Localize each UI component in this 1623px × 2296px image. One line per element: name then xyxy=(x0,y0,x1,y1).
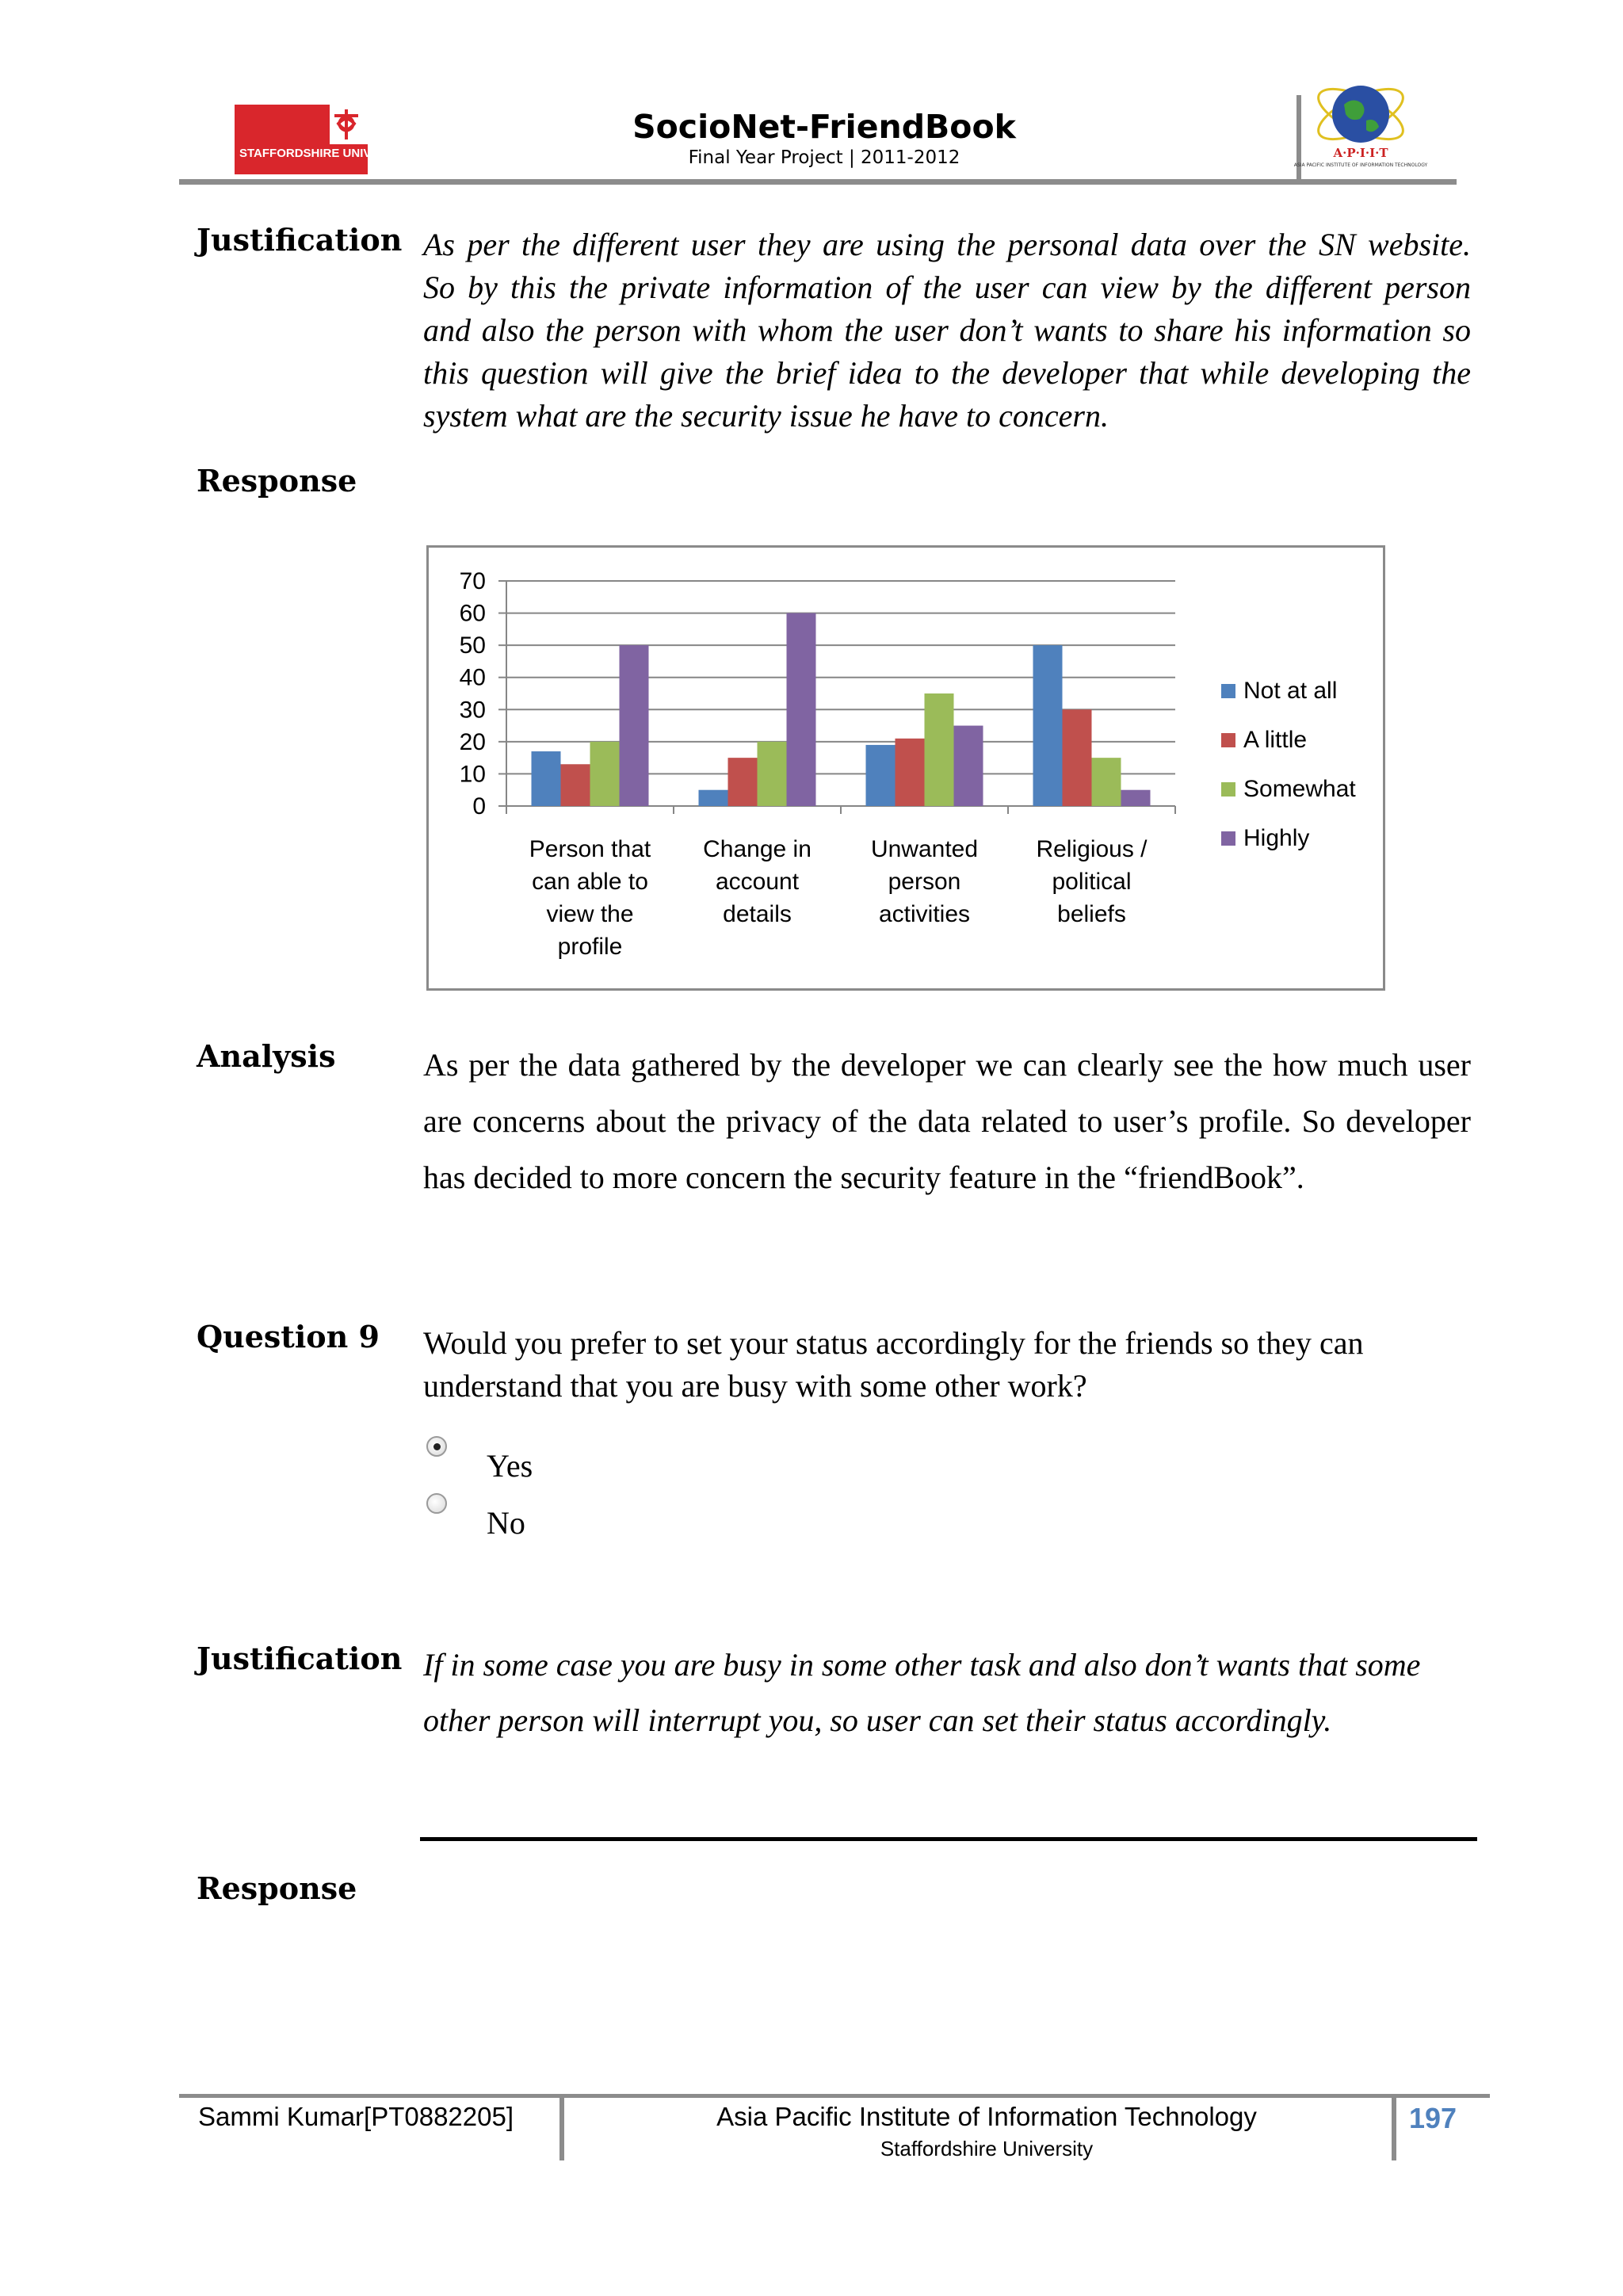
x-tick-label: Religious / xyxy=(1036,836,1148,862)
justification-line: system what are the security issue he have to concern. xyxy=(423,398,1109,434)
analysis-text xyxy=(423,1037,1471,1205)
legend-swatch xyxy=(1221,831,1235,846)
option-yes-label: Yes xyxy=(487,1448,533,1484)
footer-university: Staffordshire University xyxy=(880,2137,1094,2160)
x-tick-label: profile xyxy=(557,934,623,960)
page-number: 197 xyxy=(1409,2102,1457,2134)
justification-line: So by this the private information of the user can view by the different person xyxy=(423,269,1471,305)
bar xyxy=(787,613,816,806)
option-no-label: No xyxy=(487,1505,525,1541)
x-tick-label: details xyxy=(723,901,792,927)
y-tick-label: 50 xyxy=(459,632,486,659)
question-line: understand that you are busy with some other work? xyxy=(423,1368,1087,1404)
bar xyxy=(728,758,758,806)
analysis-label: Analysis xyxy=(197,1038,336,1074)
header-rule xyxy=(179,179,1457,185)
justification-line: this question will give the brief idea to the developer that while developing the xyxy=(423,355,1471,391)
svg-text:STAFFORDSHIRE UNIVERSITY: STAFFORDSHIRE UNIVERSITY xyxy=(239,147,414,160)
header-divider xyxy=(1296,95,1301,184)
legend-swatch xyxy=(1221,782,1235,797)
justification-text-2 xyxy=(423,1637,1471,1748)
legend-label: Somewhat xyxy=(1243,776,1356,802)
footer-author: Sammi Kumar[PT0882205] xyxy=(198,2102,514,2131)
legend-label: A little xyxy=(1243,727,1308,753)
bar xyxy=(532,751,561,806)
bar xyxy=(620,645,649,806)
bar xyxy=(896,739,925,806)
bar xyxy=(561,764,590,806)
x-tick-label: view the xyxy=(546,901,634,927)
x-tick-label: Change in xyxy=(703,836,812,862)
analysis-line: has decided to more concern the security feature in the “friendBook”. xyxy=(423,1159,1304,1195)
chart-frame xyxy=(426,545,1385,991)
svg-text:A·P·I·I·T: A·P·I·I·T xyxy=(1333,146,1388,160)
justification-line: If in some case you are busy in some other task and also don’t wants that some xyxy=(423,1647,1421,1683)
response-label: Response xyxy=(197,463,357,499)
justification-label: Justification xyxy=(197,222,403,258)
document-subtitle: Final Year Project | 2011-2012 xyxy=(688,147,960,168)
y-tick-label: 70 xyxy=(459,568,486,594)
x-tick-label: can able to xyxy=(532,869,648,895)
y-tick-label: 0 xyxy=(472,793,486,819)
legend-swatch xyxy=(1221,684,1235,698)
staffordshire-logo xyxy=(235,105,414,174)
question-text xyxy=(423,1322,1471,1408)
bar xyxy=(1121,790,1151,806)
footer-rule xyxy=(179,2094,1490,2098)
y-tick-label: 10 xyxy=(459,761,486,788)
x-tick-label: Person that xyxy=(529,836,651,862)
legend-swatch xyxy=(1221,733,1235,747)
analysis-line: are concerns about the privacy of the data related to user’s profile. So developer xyxy=(423,1103,1471,1139)
justification-line: As per the different user they are using the personal data over the SN website. xyxy=(423,227,1471,262)
bar xyxy=(866,745,896,806)
footer-divider xyxy=(1392,2094,1396,2160)
document-title: SocioNet-FriendBook xyxy=(632,108,1016,146)
svg-text:ASIA PACIFIC INSTITUTE OF INFO: ASIA PACIFIC INSTITUTE OF INFORMATION TECHNOLOGY xyxy=(1293,162,1428,168)
analysis-line: As per the data gathered by the developer we can clearly see the how much user xyxy=(423,1047,1471,1083)
section-rule xyxy=(420,1837,1477,1841)
bar xyxy=(758,742,787,806)
bar xyxy=(925,693,954,806)
footer-divider xyxy=(559,2094,564,2160)
bar-chart xyxy=(429,548,1383,988)
y-tick-label: 60 xyxy=(459,600,486,627)
radio-yes[interactable] xyxy=(426,1436,447,1457)
bar xyxy=(699,790,728,806)
justification-line: other person will interrupt you, so user can set their status accordingly. xyxy=(423,1702,1332,1738)
question-label: Question 9 xyxy=(197,1319,380,1354)
y-tick-label: 20 xyxy=(459,728,486,755)
y-tick-label: 30 xyxy=(459,697,486,724)
justification-text xyxy=(423,223,1471,437)
bar xyxy=(1033,645,1063,806)
justification-label-2: Justification xyxy=(197,1641,403,1676)
radio-no[interactable] xyxy=(426,1493,447,1514)
bar xyxy=(1063,709,1092,806)
radio-selected-dot xyxy=(433,1443,441,1450)
x-tick-label: activities xyxy=(878,901,971,927)
x-tick-label: account xyxy=(715,869,800,895)
bar xyxy=(590,742,620,806)
x-tick-label: political xyxy=(1052,869,1132,895)
x-tick-label: person xyxy=(888,869,961,895)
question-line: Would you prefer to set your status accordingly for the friends so they can xyxy=(423,1325,1364,1361)
x-tick-label: beliefs xyxy=(1057,901,1126,927)
response-label-2: Response xyxy=(197,1870,357,1906)
y-tick-label: 40 xyxy=(459,664,486,691)
legend-label: Highly xyxy=(1243,825,1310,851)
footer-institute: Asia Pacific Institute of Information Technology xyxy=(716,2102,1257,2131)
legend-label: Not at all xyxy=(1243,678,1338,704)
bar xyxy=(1092,758,1121,806)
justification-line: and also the person with whom the user don’t wants to share his information so xyxy=(423,312,1471,348)
bar xyxy=(954,726,983,806)
apiit-logo xyxy=(1293,73,1428,176)
x-tick-label: Unwanted xyxy=(870,836,979,862)
